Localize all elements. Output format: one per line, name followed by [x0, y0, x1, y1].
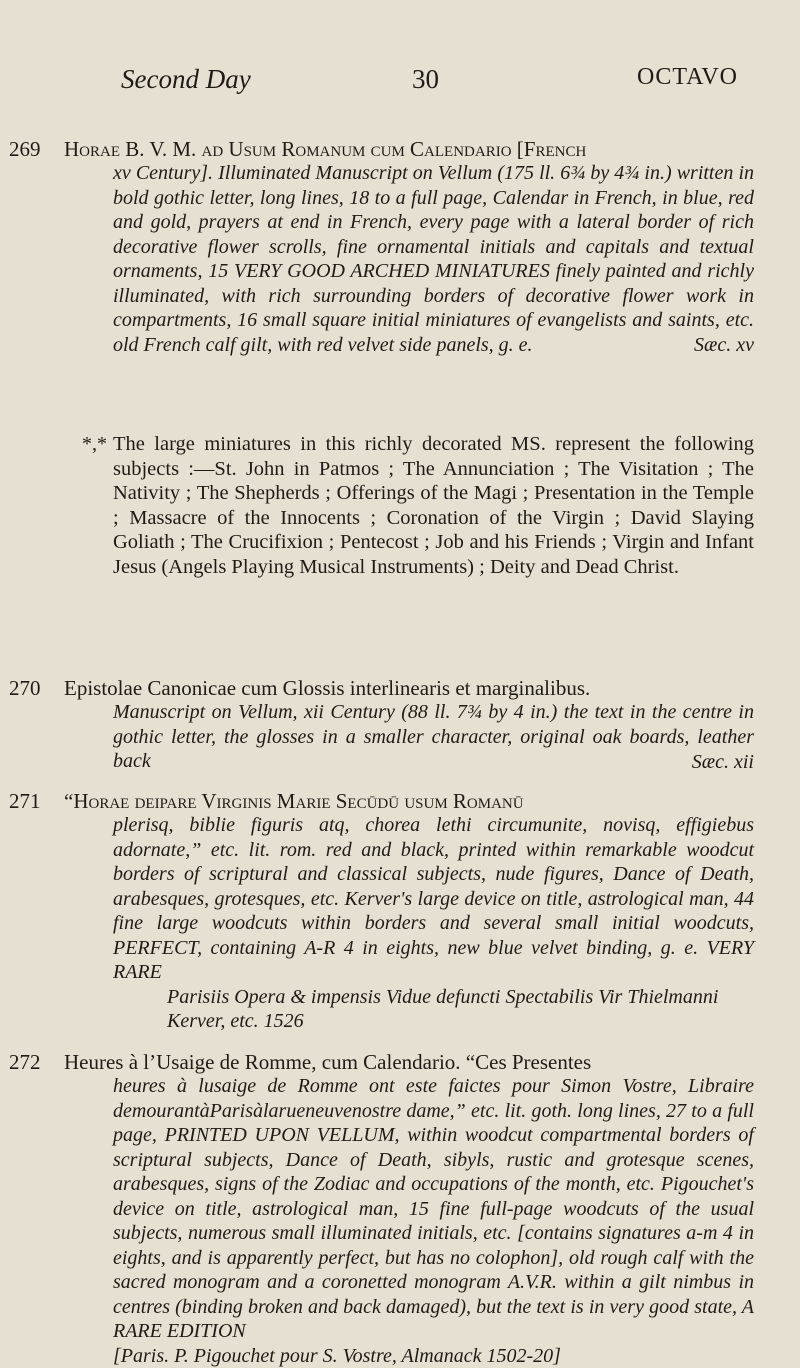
- note-asterism: *,*: [82, 432, 107, 457]
- lot-number: 271: [9, 789, 41, 814]
- lot-description-text: Manuscript on Vellum, xii Century (88 ll. 7¾ by 4 in.) the text in the centre in gothic letter, the glosses in a smaller character, original oak boards, leather back: [113, 700, 754, 774]
- lot-description-text: plerisq, biblie figuris atq, chorea lethi circumunite, novisq, effigiebus adornate,” etc. lit. rom. red and black, printed within remarkable woodcut borders of scriptural and classical subjects, nude figures, Dance of Death, arabesques, grotesques, etc. Kerver's large device on title, astrological man, 44 fine large woodcuts within borders and several small initial woodcuts, PERFECT, containing A-R 4 in eights, new blue velvet binding, g. e. VERY RARE: [113, 813, 754, 985]
- lot-description: [113, 813, 754, 1034]
- lot-imprint: [Paris. P. Pigouchet pour S. Vostre, Almanack 1502-20]: [113, 1344, 754, 1368]
- lot-heading: “Horae deipare Virginis Marie Secūdū usum Romanū: [64, 789, 754, 814]
- lot-date: Sæc. xii: [113, 750, 754, 775]
- lot-description-text: heures à lusaige de Romme ont este faictes pour Simon Vostre, Libraire demourantàParisàlarueneuvenostre dame,” etc. lit. goth. long lines, 27 to a full page, PRINTED UPON VELLUM, within woodcut compartmental borders of scriptural subjects, Dance of Death, sibyls, rustic and grotesque scenes, arabesques, signs of the Zodiac and occupations of the month, etc. Pigouchet's device on title, astrological man, 15 fine full-page woodcuts of the usual subjects, numerous small illuminated initials, etc. [contains signatures a-m 4 in eights, and is apparently perfect, but has no colophon], old rough calf with the sacred monogram and a coronetted monogram A.V.R. within a gilt nimbus in centres (binding broken and back damaged), but the text is in very good state, A RARE EDITION: [113, 1074, 754, 1344]
- lot-number: 272: [9, 1050, 41, 1075]
- lot-imprint: Parisiis Opera & impensis Vidue defuncti Spectabilis Vir Thielmanni Kerver, etc. 1526: [113, 985, 754, 1034]
- lot-description: [113, 700, 754, 774]
- running-head-format: OCTAVO: [637, 64, 738, 91]
- lot-date: Sæc. xv: [113, 333, 754, 358]
- lot-note-269: [113, 432, 754, 579]
- lot-description-text: xv Century]. Illuminated Manuscript on Vellum (175 ll. 6¾ by 4¾ in.) written in bold gothic letter, long lines, 18 to a full page, Calendar in French, in blue, red and gold, prayers at end in French, every page with a lateral border of rich decorative flower scrolls, fine ornamental initials and capitals and textual ornaments, 15 VERY GOOD ARCHED MINIATURES finely painted and richly illuminated, with rich surrounding borders of decorative flower work in compartments, 16 small square initial miniatures of evangelists and saints, etc. old French calf gilt, with red velvet side panels, g. e.: [113, 161, 754, 357]
- lot-heading: Horae B. V. M. ad Usum Romanum cum Calendario [French: [64, 137, 754, 162]
- lot-heading: Heures à l’Usaige de Romme, cum Calendario. “Ces Presentes: [64, 1050, 754, 1075]
- lot-description: [113, 161, 754, 358]
- lot-number: 269: [9, 137, 41, 162]
- page-number: 30: [412, 64, 439, 95]
- running-head: [121, 64, 738, 104]
- running-head-day: Second Day: [121, 64, 251, 95]
- note-text: The large miniatures in this richly decorated MS. represent the following subjects :—St. John in Patmos ; The Annunciation ; The Visitation ; The Nativity ; The Shepherds ; Offerings of the Magi ; Presentation in the Temple ; Massacre of the Innocents ; Coronation of the Virgin ; David Slaying Goliath ; The Crucifixion ; Pentecost ; Job and his Friends ; Virgin and Infant Jesus (Angels Playing Musical Instruments) ; Deity and Dead Christ.: [113, 432, 754, 579]
- lot-heading: Epistolae Canonicae cum Glossis interlinearis et marginalibus.: [64, 676, 754, 701]
- lot-description: [113, 1074, 754, 1368]
- lot-number: 270: [9, 676, 41, 701]
